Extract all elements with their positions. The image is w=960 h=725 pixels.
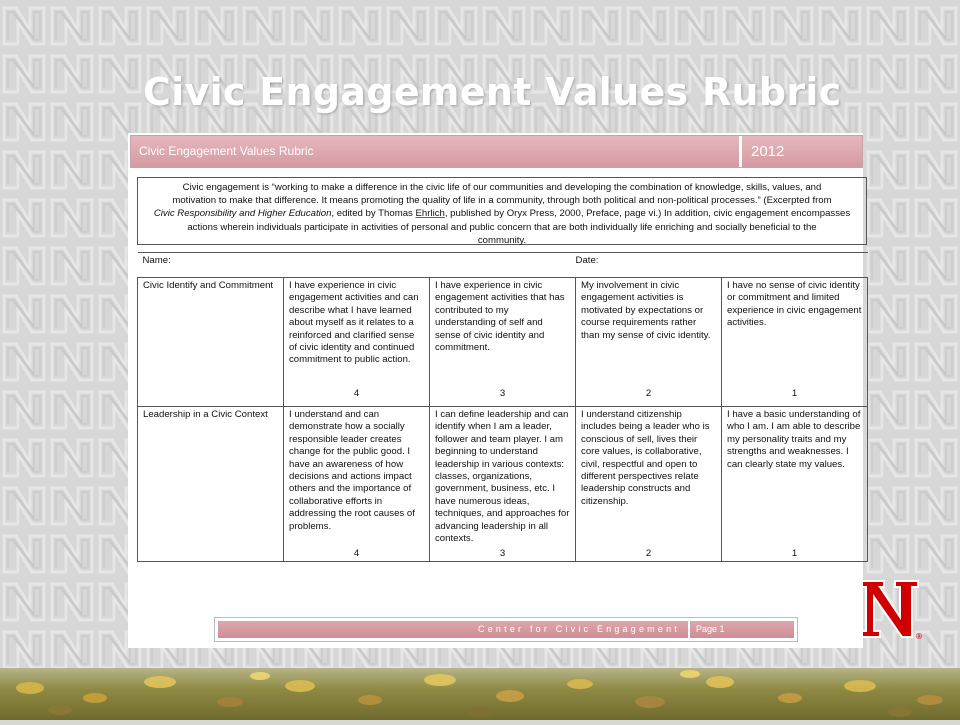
rubric-table xyxy=(137,252,868,562)
rubric-cell-score: 4 xyxy=(353,387,360,399)
name-date-row xyxy=(138,253,868,278)
document-header-year: 2012 xyxy=(742,136,862,167)
document-footer xyxy=(214,617,798,642)
intro-editor-name: Ehrlich xyxy=(415,208,445,220)
rubric-cell-text: I can define leadership and can identify when I am a leader, follower and team player. I am beginning to understand leadership in various contexts: classes, organizations, government, business, etc. I have numerous ideas, techniques, and approaches for advancing leadership in all contexts. xyxy=(435,409,570,545)
rubric-cell-text: I understand and can demonstrate how a socially responsible leader creates change for the public good. I have an awareness of how decisions and actions impact others and the importance of collaborative efforts in addressing the root causes of problems. xyxy=(289,409,415,532)
leaves-illustration xyxy=(0,668,960,720)
intro-line-3-b: , published by Oryx Press, 2000, Preface, page vi.) In addition, civic engagement encompasses xyxy=(444,208,851,220)
intro-book-title: Civic Responsibility and Higher Education xyxy=(153,208,332,220)
intro-paragraph xyxy=(137,177,867,245)
document-header-title: Civic Engagement Values Rubric xyxy=(131,136,740,167)
rubric-cell xyxy=(722,278,868,407)
rubric-cell-score: 3 xyxy=(499,387,506,399)
document-header xyxy=(130,135,863,168)
slide-title: Civic Engagement Values Rubric xyxy=(143,70,842,114)
date-label: Date: xyxy=(576,253,868,278)
row-category: Civic Identify and Commitment xyxy=(138,278,284,407)
logo-registered-mark: ® xyxy=(915,632,923,641)
rubric-cell-score: 4 xyxy=(353,547,360,559)
rubric-cell xyxy=(284,407,430,562)
rubric-cell xyxy=(284,278,430,407)
intro-line-1: Civic engagement is “working to make a difference in the civic life of our communities and developing the combination of knowledge, skills, values, and xyxy=(182,182,822,193)
intro-line-3 xyxy=(142,207,862,220)
rubric-cell-text: I have experience in civic engagement activities and can describe what I have learned about myself as it relates to a reinforced and clarified sense of civic identity and continued commitment to public action. xyxy=(289,280,419,366)
intro-line-4: actions wherein individuals participate in activities of personal and public concern that are both individually life enriching and socially beneficial to the xyxy=(187,221,817,233)
intro-line-5: community. xyxy=(477,234,527,246)
rubric-cell-score: 1 xyxy=(791,387,798,399)
rubric-cell xyxy=(430,407,576,562)
footer-page-number: Page 1 xyxy=(690,621,794,638)
rubric-cell-text: I have no sense of civic identity or commitment and limited experience in civic engagement activities. xyxy=(727,280,862,329)
rubric-cell xyxy=(576,407,722,562)
rubric-cell-text: I understand citizenship includes being a leader who is conscious of sell, lives their core values, is collaborative, civil, respectful and open to different perspectives relate leadership constructs and citizenship. xyxy=(581,409,710,507)
autumn-leaves-strip xyxy=(0,668,960,720)
rubric-cell-score: 2 xyxy=(645,547,652,559)
rubric-cell xyxy=(430,278,576,407)
footer-organization: Center for Civic Engagement xyxy=(218,621,688,638)
row-category: Leadership in a Civic Context xyxy=(138,407,284,562)
rubric-cell-score: 1 xyxy=(791,547,798,559)
intro-line-3-a: , edited by Thomas xyxy=(331,208,416,220)
university-n-logo xyxy=(860,575,922,643)
rubric-document xyxy=(128,133,863,648)
rubric-cell-text: I have experience in civic engagement activities that has contributed to my understanding of self and sense of civic identity and commitment. xyxy=(435,280,565,354)
table-row xyxy=(138,278,868,407)
rubric-cell xyxy=(576,278,722,407)
rubric-cell-score: 2 xyxy=(645,387,652,399)
rubric-cell-text: I have a basic understanding of who I am. I am able to describe my personality traits and my strengths and weaknesses. I can clearly state my values. xyxy=(727,409,861,470)
rubric-cell-text: My involvement in civic engagement activities is motivated by expectations or course requirements rather than my sense of civic identity. xyxy=(581,280,711,341)
rubric-cell-score: 3 xyxy=(499,547,506,559)
table-row xyxy=(138,407,868,562)
name-label: Name: xyxy=(138,253,576,278)
intro-line-2: motivation to make that difference. It means promoting the quality of life in a community, through both political and non-political processes.” (Excerpted from xyxy=(172,195,832,207)
rubric-cell xyxy=(722,407,868,562)
